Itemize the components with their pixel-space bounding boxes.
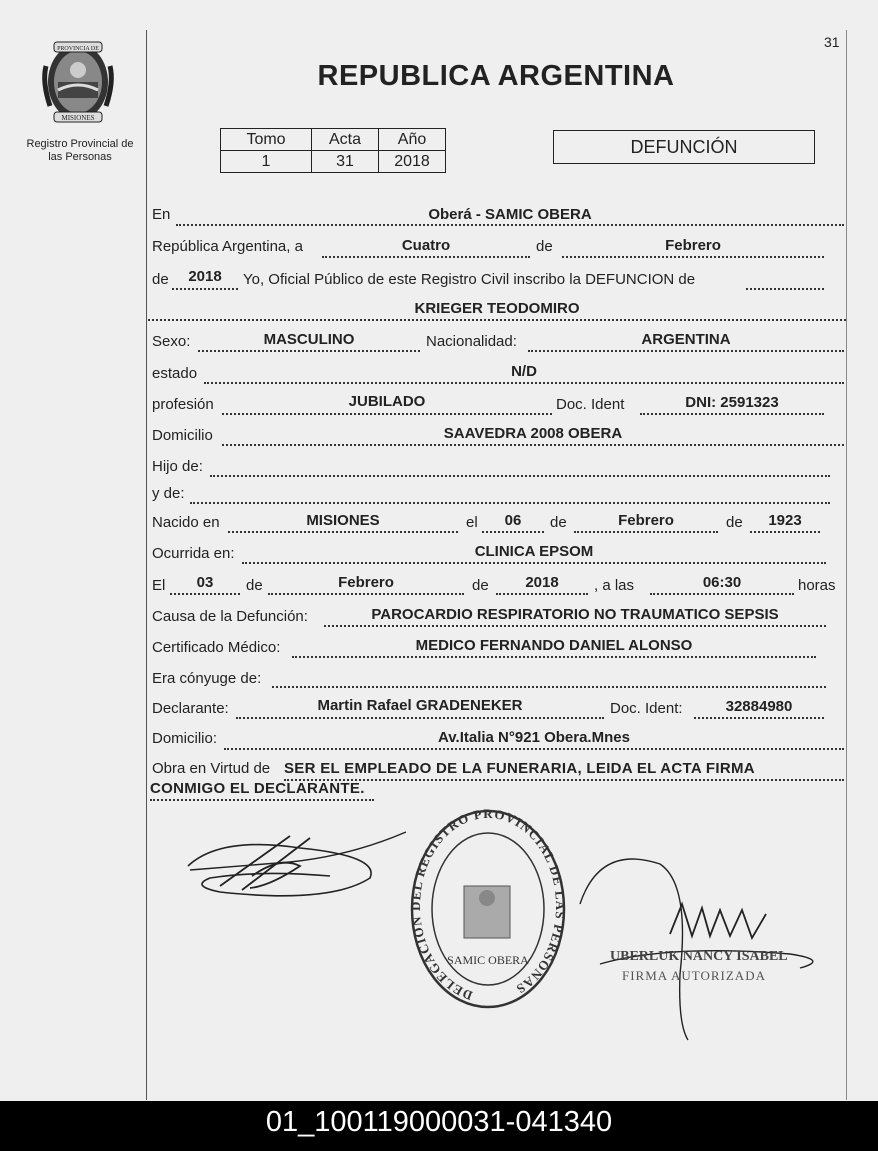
nacido-line [228, 531, 458, 533]
ocurrida-line [242, 562, 826, 564]
nacionalidad-line [528, 350, 844, 352]
sexo-value: MASCULINO [263, 331, 355, 348]
ocurrida-label: Ocurrida en: [152, 545, 235, 562]
death-month: Febrero [338, 574, 394, 591]
declarante-value: Martin Rafael GRADENEKER [317, 697, 523, 714]
nacionalidad-label: Nacionalidad: [426, 333, 517, 350]
sexo-label: Sexo: [152, 333, 191, 350]
doc2-line [694, 717, 824, 719]
doc-line [640, 413, 824, 415]
oficial-line [746, 288, 824, 290]
yde-line [190, 502, 830, 504]
death-de-label-1: de [246, 577, 263, 594]
profesion-value: JUBILADO [348, 393, 426, 410]
doc-value: DNI: 2591323 [685, 394, 779, 411]
nacido-label: Nacido en [152, 514, 220, 531]
doc2-value: 32884980 [725, 698, 793, 715]
estado-label: estado [152, 365, 198, 382]
en-value: Oberá - SAMIC OBERA [428, 206, 592, 223]
el2-label: El [152, 577, 166, 594]
year-line [172, 288, 238, 290]
birth-year: 1923 [768, 512, 802, 529]
horas-label: horas [798, 577, 836, 594]
record-type-box: DEFUNCIÓN [553, 130, 815, 164]
death-year-line [496, 593, 588, 595]
ocurrida-value: CLINICA EPSOM [474, 543, 594, 560]
obra-line-2 [150, 799, 374, 801]
right-margin-line [846, 30, 847, 1100]
domicilio2-label: Domicilio: [152, 730, 218, 747]
de-year-label: de [152, 271, 169, 288]
month-text: Febrero [665, 237, 721, 254]
anio-header: Año [379, 129, 446, 151]
footer-code: 01_100119000031-041340 [0, 1101, 878, 1151]
record-value-row [221, 151, 446, 173]
acta-header: Acta [312, 129, 379, 151]
death-day-line [170, 593, 240, 595]
obra-label: Obra en Virtud de [152, 760, 271, 777]
obra-line-1 [284, 779, 844, 781]
doc2-label: Doc. Ident: [610, 700, 683, 717]
declarante-line [236, 717, 604, 719]
nacionalidad-value: ARGENTINA [641, 331, 731, 348]
document-title: REPUBLICA ARGENTINA [317, 60, 675, 92]
cert-label: Certificado Médico: [152, 639, 281, 656]
domicilio-line [222, 444, 844, 446]
death-year: 2018 [525, 574, 559, 591]
deceased-line [148, 319, 846, 321]
en-line [176, 224, 844, 226]
tomo-value: 1 [221, 151, 312, 173]
declarante-label: Declarante: [152, 700, 229, 717]
oficial-text: Yo, Oficial Público de este Registro Civil inscribo la DEFUNCION de [243, 271, 696, 288]
page-number: 31 [824, 34, 840, 50]
estado-value: N/D [511, 363, 537, 380]
death-time: 06:30 [702, 574, 742, 591]
registry-oval-stamp [408, 806, 568, 1012]
domicilio-label: Domicilio [152, 427, 213, 444]
causa-label: Causa de la Defunción: [152, 608, 308, 625]
alas-label: , a las [594, 577, 635, 594]
profesion-line [222, 413, 552, 415]
hijo-line [210, 475, 830, 477]
record-table [220, 128, 446, 173]
left-margin-line [146, 30, 147, 1100]
cert-value: MEDICO FERNANDO DANIEL ALONSO [415, 637, 693, 654]
causa-line [324, 625, 826, 627]
conyuge-label: Era cónyuge de: [152, 670, 262, 687]
deceased-name: KRIEGER TEODOMIRO [414, 300, 580, 317]
birth-month: Febrero [618, 512, 674, 529]
agency-name: Registro Provincial de las Personas [26, 138, 134, 163]
death-time-line [650, 593, 794, 595]
anio-value: 2018 [379, 151, 446, 173]
republica-label: República Argentina, a [152, 238, 303, 255]
birth-month-line [574, 531, 718, 533]
de-label: de [536, 238, 553, 255]
birth-de-label-2: de [726, 514, 743, 531]
svg-text:UBERLUK NANCY ISABEL: UBERLUK NANCY ISABEL [610, 949, 788, 964]
doc-label: Doc. Ident [556, 396, 625, 413]
year-value: 2018 [188, 268, 222, 285]
death-day: 03 [196, 574, 214, 591]
yde-label: y de: [152, 485, 185, 502]
month-line [562, 256, 824, 258]
official-signature [570, 844, 840, 1044]
en-label: En [152, 206, 171, 223]
birth-day: 06 [504, 512, 522, 529]
obra-value-line2: CONMIGO EL DECLARANTE. [150, 780, 365, 797]
causa-value: PAROCARDIO RESPIRATORIO NO TRAUMATICO SEPSIS [371, 606, 779, 623]
acta-value: 31 [312, 151, 379, 173]
estado-line [204, 382, 844, 384]
record-header-row [221, 129, 446, 151]
svg-text:PROVINCIA DE: PROVINCIA DE [57, 46, 99, 52]
conyuge-line [272, 686, 826, 688]
birth-day-line [482, 531, 544, 533]
misiones-coat-of-arms-logo [40, 36, 116, 128]
day-text: Cuatro [401, 237, 451, 254]
tomo-header: Tomo [221, 129, 312, 151]
birth-year-line [750, 531, 820, 533]
profesion-label: profesión [152, 396, 214, 413]
svg-text:MISIONES: MISIONES [61, 114, 95, 122]
birth-de-label-1: de [550, 514, 567, 531]
cert-line [292, 656, 816, 658]
obra-value-line1: SER EL EMPLEADO DE LA FUNERARIA, LEIDA EL ACTA FIRMA [284, 760, 755, 777]
svg-text:SAMIC OBERA: SAMIC OBERA [447, 953, 529, 967]
sexo-line [198, 350, 420, 352]
death-month-line [268, 593, 464, 595]
death-de-label-2: de [472, 577, 489, 594]
svg-text:DELEGACION DEL REGISTRO PROVIN: DELEGACION DEL REGISTRO PROVINCIAL DE LAS PERSONAS [408, 805, 569, 1004]
day-line [322, 256, 530, 258]
domicilio2-value: Av.Italia N°921 Obera.Mnes [438, 729, 630, 746]
el-label: el [466, 514, 478, 531]
nacido-value: MISIONES [306, 512, 380, 529]
domicilio2-line [224, 748, 844, 750]
domicilio-value: SAAVEDRA 2008 OBERA [443, 425, 623, 442]
declarant-signature [180, 826, 420, 906]
svg-text:FIRMA AUTORIZADA: FIRMA AUTORIZADA [622, 968, 766, 983]
hijo-label: Hijo de: [152, 458, 203, 475]
